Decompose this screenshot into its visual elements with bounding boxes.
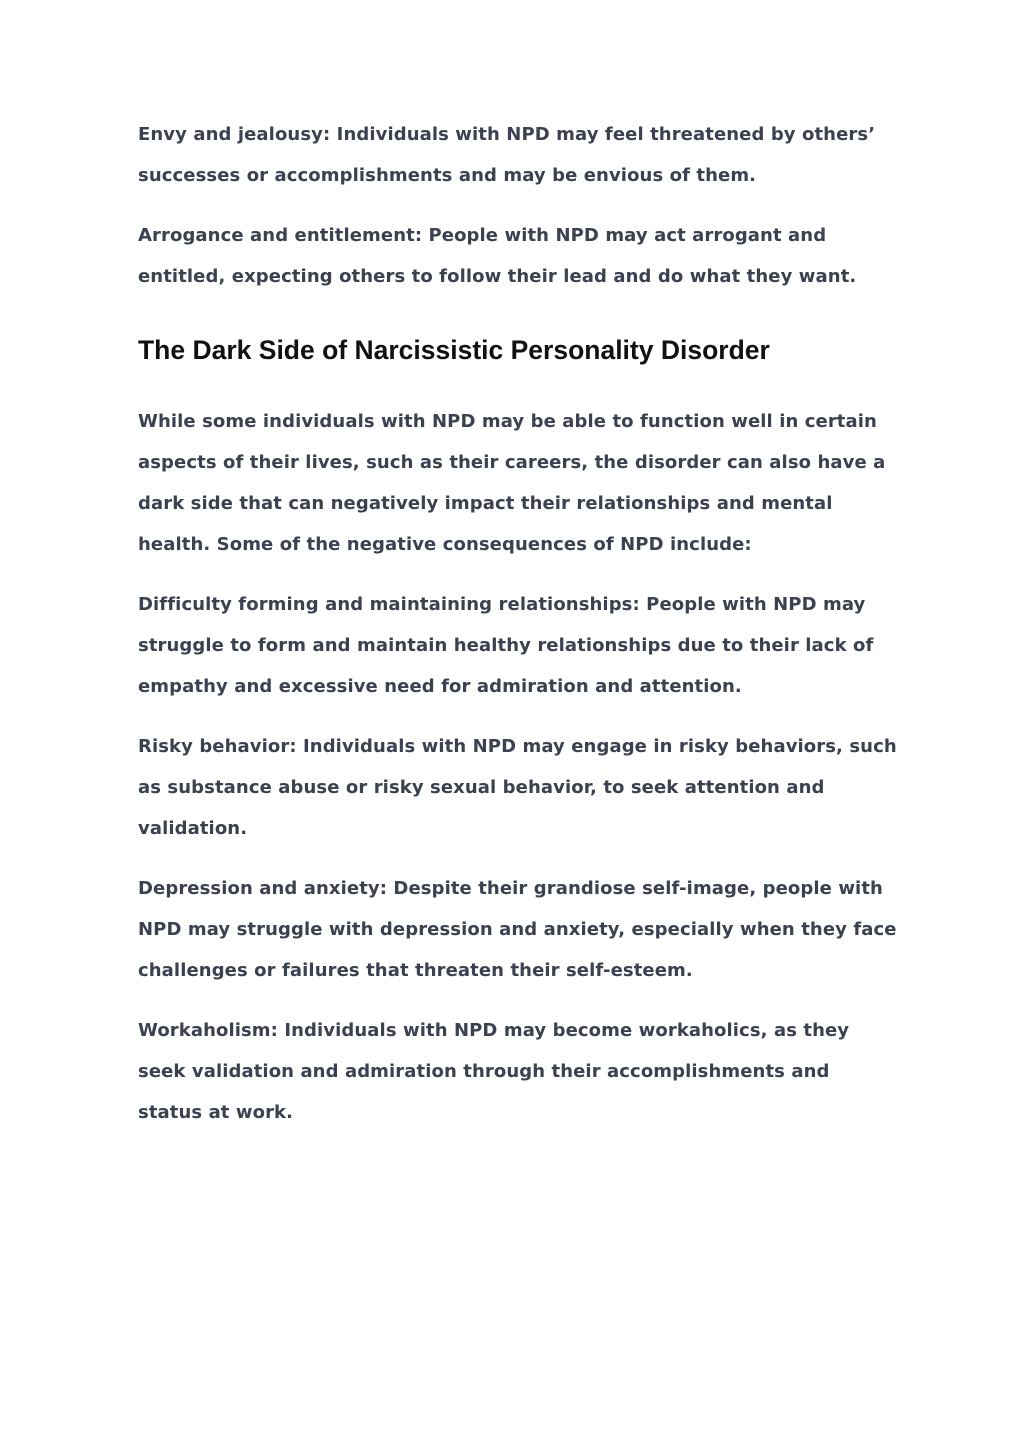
paragraph-arrogance-entitlement: Arrogance and entitlement: People with NPD may act arrogant and entitled, expecting others to follow their lead and do what they want. bbox=[138, 225, 857, 287]
document-page bbox=[138, 114, 898, 1152]
paragraph-risky-behavior: Risky behavior: Individuals with NPD may engage in risky behaviors, such as substance abuse or risky sexual behavior, to seek attention and validation. bbox=[138, 736, 897, 839]
paragraph-relationships: Difficulty forming and maintaining relationships: People with NPD may struggle to form and maintain healthy relationships due to their lack of empathy and excessive need for admiration and attention. bbox=[138, 594, 874, 697]
paragraph-depression-anxiety: Depression and anxiety: Despite their grandiose self-image, people with NPD may struggle with depression and anxiety, especially when they face challenges or failures that threaten their self-esteem. bbox=[138, 878, 897, 981]
section-heading: The Dark Side of Narcissistic Personality Disorder bbox=[138, 335, 770, 365]
paragraph-workaholism: Workaholism: Individuals with NPD may become workaholics, as they seek validation and admiration through their accomplishments and status at work. bbox=[138, 1020, 850, 1123]
paragraph-intro: While some individuals with NPD may be able to function well in certain aspects of their lives, such as their careers, the disorder can also have a dark side that can negatively impact their relationships and mental health. Some of the negative consequences of NPD include: bbox=[138, 411, 886, 555]
paragraph-envy-jealousy: Envy and jealousy: Individuals with NPD may feel threatened by others’ successes or accomplishments and may be envious of them. bbox=[138, 124, 876, 186]
